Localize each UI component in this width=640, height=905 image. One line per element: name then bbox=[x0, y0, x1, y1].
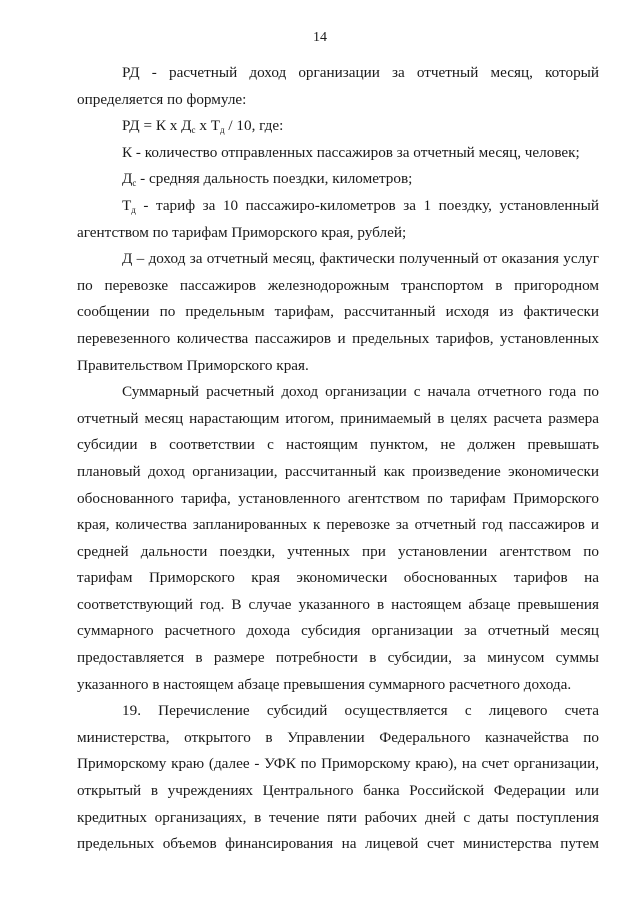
dc-symbol: Д bbox=[122, 170, 133, 188]
td-subscript: д bbox=[131, 204, 136, 215]
formula-rd: РД bbox=[122, 117, 140, 135]
document-body bbox=[77, 60, 599, 858]
dc-text: - средняя дальность поездки, километров; bbox=[136, 170, 413, 188]
formula-times-t: x Т bbox=[195, 117, 220, 135]
d-definition-paragraph: Д – доход за отчетный месяц, фактически полученный от оказания услуг по перевозке пассажиров железнодорожным транспортом в пригородном сообщении по предельным тарифам, рассчитанный исходя из фактически перевезенного количества пассажиров и предельных тарифов, установленных Правительством Приморского края. bbox=[77, 250, 599, 374]
formula-d-subscript: д bbox=[219, 125, 225, 136]
formula-tail: / 10, где: bbox=[224, 117, 284, 135]
rd-definition-paragraph: РД - расчетный доход организации за отчетный месяц, который определяется по формуле: bbox=[77, 64, 599, 108]
formula-paragraph bbox=[77, 113, 599, 140]
dc-subscript: с bbox=[132, 178, 137, 189]
td-definition-paragraph bbox=[77, 193, 599, 246]
formula-eq: = К x Д bbox=[139, 117, 192, 135]
k-definition-paragraph: К - количество отправленных пассажиров за отчетный месяц, человек; bbox=[122, 143, 580, 161]
td-symbol: Т bbox=[122, 196, 132, 214]
td-text: - тариф за 10 пассажиро-километров за 1 поездку, установленный агентством по тарифам Приморского края, рублей; bbox=[77, 196, 599, 241]
formula-c-subscript: с bbox=[191, 125, 196, 136]
summary-income-paragraph: Суммарный расчетный доход организации с начала отчетного года по отчетный месяц нарастающим итогом, принимаемый в целях расчета размера субсидии в соответствии с настоящим пунктом, не должен превышать плановый доход организации, рассчитанный как произведение экономически обоснованного тарифа, установленного агентством по тарифам Приморского края, количества запланированных к перевозке за отчетный год пассажиров и средней дальности поездки, учтенных при установлении агентством по тарифам Приморского края экономически обоснованных тарифов на соответствующий год. В случае указанного в настоящем абзаце превышения суммарного расчетного дохода субсидия организации за отчетный месяц предоставляется в размере потребности в субсидии, за минусом суммы указанного в настоящем абзаце превышения суммарного расчетного дохода. bbox=[77, 383, 599, 693]
page-number: 14 bbox=[313, 30, 327, 45]
dc-definition-paragraph bbox=[77, 166, 599, 193]
item-19-paragraph: 19. Перечисление субсидий осуществляется с лицевого счета министерства, открытого в Управлении Федерального казначейства по Приморскому краю (далее - УФК по Приморскому краю), на счет организации, открытый в учреждениях Центрального банка Российской Федерации или кредитных организациях, в течение пяти рабочих дней с даты поступления предельных объемов финансирования на лицевой счет министерства путем bbox=[77, 702, 599, 853]
